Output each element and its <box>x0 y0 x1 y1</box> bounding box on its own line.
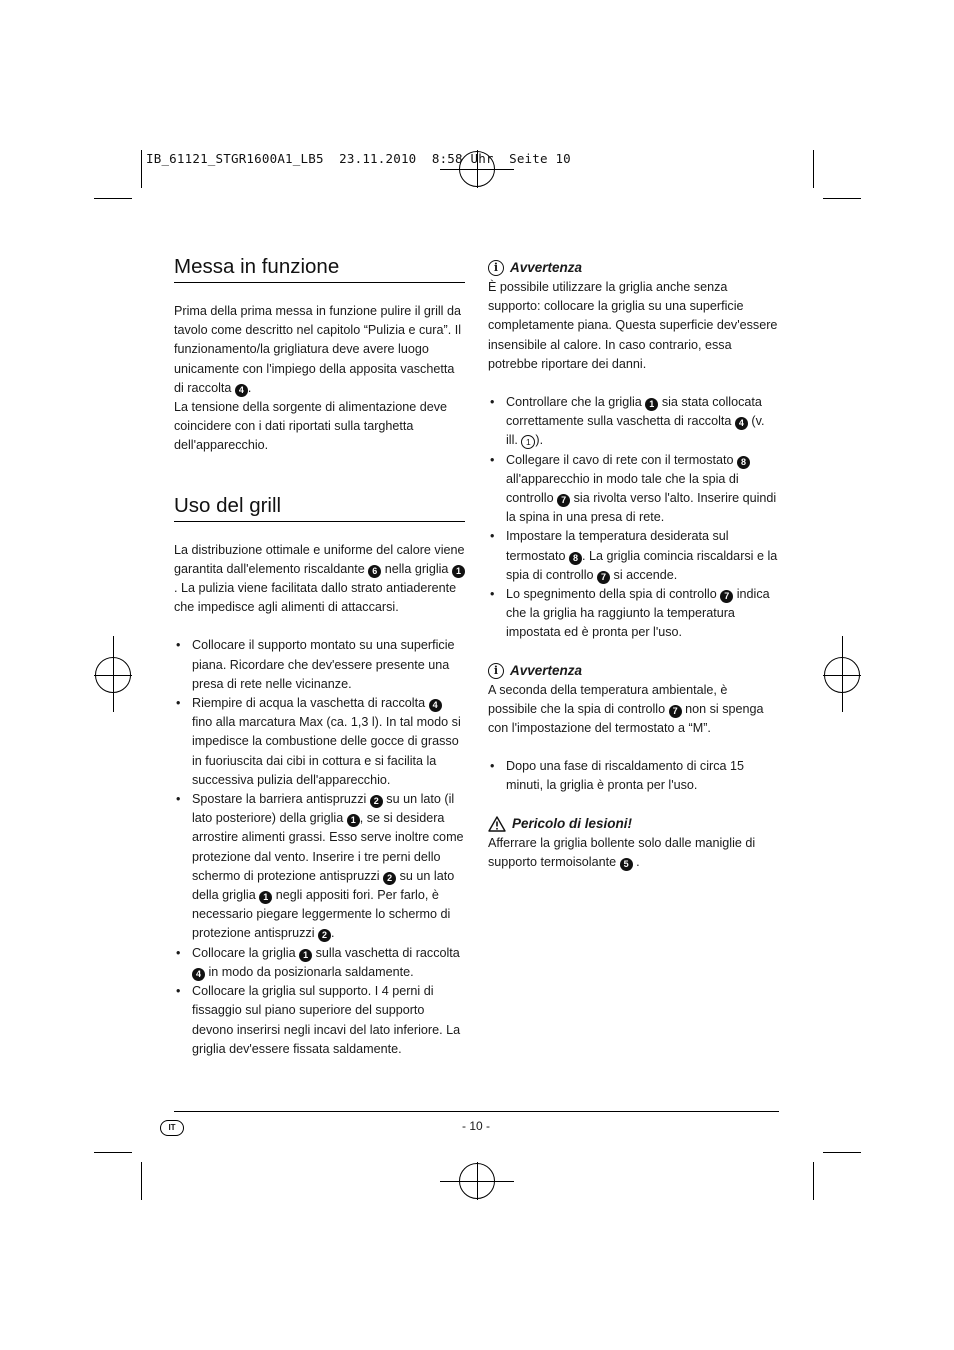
ref-number-2: 2 <box>383 872 396 885</box>
list-item: • Collocare la griglia 1 sulla vaschetta di raccolta 4 in modo da posizionarla saldamente. <box>174 944 465 982</box>
paragraph-intro: Prima della prima messa in funzione pulire il grill da tavolo come descritto nel capitolo “Pulizia e cura”. Il funzionamento/la grigliatura deve avere luogo unicamente con l'impiego della apposita vaschetta di raccolta 4 . <box>174 304 461 395</box>
language-badge: IT <box>160 1120 184 1136</box>
ref-number-1: 1 <box>452 565 465 578</box>
ref-number-1: 1 <box>259 891 272 904</box>
ref-number-7: 7 <box>669 705 682 718</box>
list-item: • Collegare il cavo di rete con il termostato 8 all'apparecchio in modo tale che la spia di controllo 7 sia rivolta verso l'alto. Inserire quindi la spina in una presa di rete. <box>488 451 778 528</box>
list-item: • Dopo una fase di riscaldamento di circa 15 minuti, la griglia è pronta per l'uso. <box>488 757 778 795</box>
illustration-ref-1: 1 <box>521 435 535 449</box>
bullet-list-warmup <box>488 757 778 795</box>
warning-triangle-icon <box>488 816 506 832</box>
ref-number-7: 7 <box>597 571 610 584</box>
ref-number-4: 4 <box>235 384 248 397</box>
ref-number-8: 8 <box>737 456 750 469</box>
section-title-uso-del-grill: Uso del grill <box>174 494 465 522</box>
note-text: A seconda della temperatura ambientale, è possibile che la spia di controllo 7 non si spenga con l'impostazione del termostato a “M”. <box>488 682 764 736</box>
list-item: • Lo spegnimento della spia di controllo 7 indica che la griglia ha raggiunto la temperatura impostata ed è pronta per l'uso. <box>488 585 778 643</box>
list-item: • Collocare il supporto montato su una superficie piana. Ricordare che dev'essere presente una presa di rete nelle vicinanze. <box>174 636 465 694</box>
ref-number-6: 6 <box>368 565 381 578</box>
ref-number-2: 2 <box>370 795 383 808</box>
right-column <box>488 258 778 872</box>
paragraph-voltage: La tensione della sorgente di alimentazione deve coincidere con i dati riportati sulla targhetta dell'apparecchio. <box>174 400 448 453</box>
footer-rule <box>174 1111 779 1112</box>
page-number: - 10 - <box>461 1119 490 1133</box>
ref-number-2: 2 <box>318 929 331 942</box>
note-heading: i Avvertenza <box>488 258 778 278</box>
list-item: • Collocare la griglia sul supporto. I 4 perni di fissaggio sul piano superiore del supporto devono inserirsi negli incavi del lato inferiore. La griglia dev'essere fissata saldamente. <box>174 982 465 1059</box>
info-icon: i <box>488 663 504 679</box>
ref-number-4: 4 <box>735 417 748 430</box>
ref-number-7: 7 <box>720 590 733 603</box>
bullet-list-operation <box>488 393 778 643</box>
ref-number-4: 4 <box>192 968 205 981</box>
ref-number-4: 4 <box>429 699 442 712</box>
ref-number-8: 8 <box>569 552 582 565</box>
bullet-list-setup <box>174 636 465 1058</box>
print-slug: IB_61121_STGR1600A1_LB5 23.11.2010 8:58 Uhr Seite 10 <box>146 151 571 166</box>
paragraph-heat: La distribuzione ottimale e uniforme del calore viene garantita dall'elemento riscaldante 6 nella griglia 1. La pulizia viene facilitata dallo strato antiaderente che impedisce agli alimenti di attaccarsi. <box>174 542 465 615</box>
list-item: • Riempire di acqua la vaschetta di raccolta 4 fino alla marcatura Max (ca. 1,3 l). In tal modo si impedisce la combustione delle gocce di grasso in fuoriuscita dai cibi in cottura e si facilita la successiva pulizia dell'apparecchio. <box>174 694 465 790</box>
warning-text: Afferrare la griglia bollente solo dalle maniglie di supporto termoisolante 5 . <box>488 835 756 869</box>
ref-number-7: 7 <box>557 494 570 507</box>
ref-number-5: 5 <box>620 858 633 871</box>
list-item: • Impostare la temperatura desiderata sul termostato 8 . La griglia comincia riscaldarsi e la spia di controllo 7 si accende. <box>488 527 778 585</box>
list-item: • Controllare che la griglia 1 sia stata collocata correttamente sulla vaschetta di raccolta 4 (v. ill. 1 ). <box>488 393 778 451</box>
list-item: • Spostare la barriera antispruzzi 2 su un lato (il lato posteriore) della griglia 1 , se si desidera arrostire alimenti grassi. Esso serve inoltre come protezione dal vento. Inserire i tre perni dello schermo di protezione antispruzzi 2 su un lato della griglia 1 negli appositi fori. Per farlo, è necessario piegare leggermente lo schermo di protezione antispruzzi 2 . <box>174 790 465 944</box>
info-icon: i <box>488 260 504 276</box>
note-text: È possibile utilizzare la griglia anche senza supporto: collocare la griglia su una superficie completamente piana. Questa superficie dev'essere insensibile al calore. In caso contrario, essa potrebbe riportare dei danni. <box>488 280 778 371</box>
section-title-messa-in-funzione: Messa in funzione <box>174 255 465 283</box>
warning-heading: Pericolo di lesioni! <box>488 814 778 834</box>
note-heading: i Avvertenza <box>488 661 778 681</box>
ref-number-1: 1 <box>347 814 360 827</box>
ref-number-1: 1 <box>645 398 658 411</box>
left-column <box>174 255 465 1059</box>
ref-number-1: 1 <box>299 949 312 962</box>
